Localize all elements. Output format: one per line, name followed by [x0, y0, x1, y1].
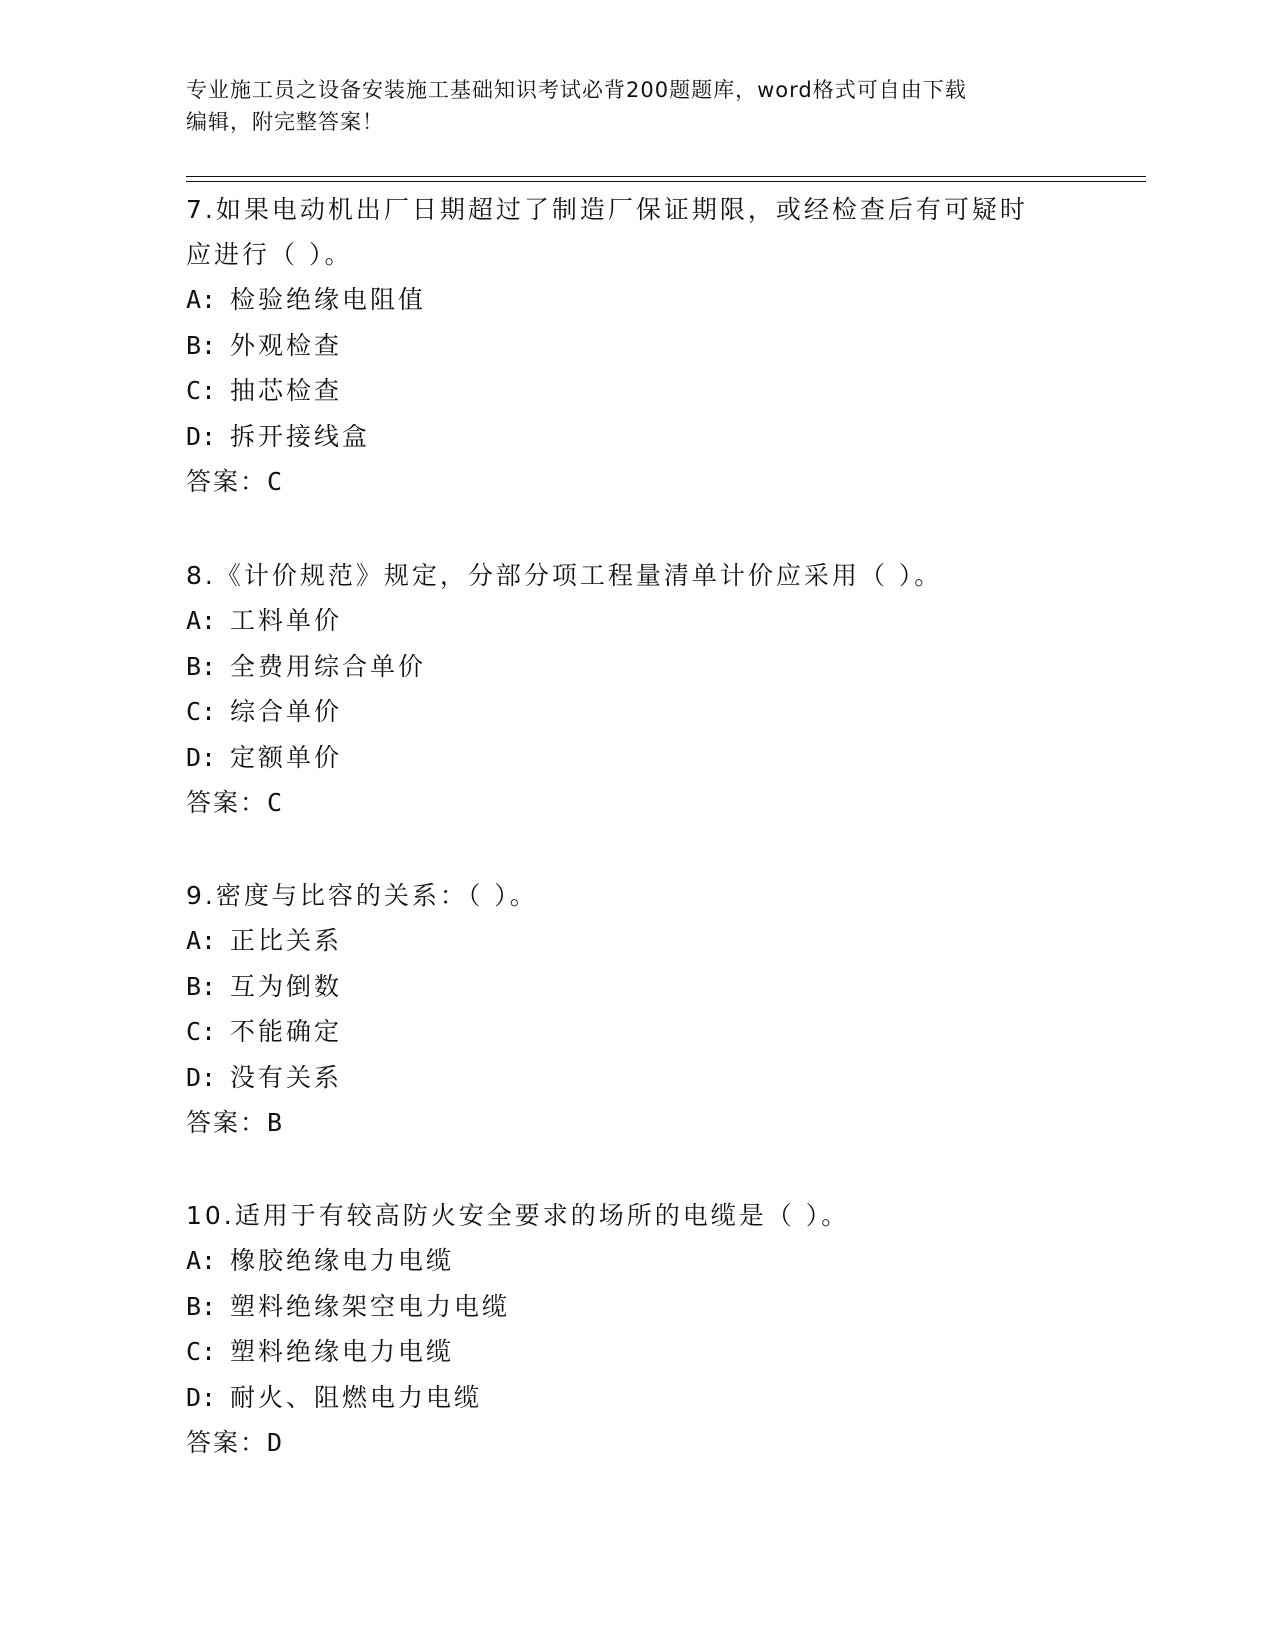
option-d	[186, 1375, 1106, 1421]
answer-label: 答案：	[186, 1108, 268, 1137]
option-a	[186, 1238, 1106, 1284]
option-d	[186, 1055, 1106, 1101]
question-stem-line: 7.如果电动机出厂日期超过了制造厂保证期限，或经检查后有可疑时	[186, 195, 1028, 224]
option-letter: D:	[186, 1382, 217, 1412]
answer-value: B	[267, 1108, 283, 1137]
header-line-2: 编辑，附完整答案！	[186, 110, 384, 134]
question-stem-line: 应进行（ ）。	[186, 240, 353, 269]
option-letter: B:	[186, 971, 217, 1001]
option-c	[186, 368, 1106, 414]
option-d	[186, 735, 1106, 781]
option-letter: D:	[186, 742, 217, 772]
option-letter: A:	[186, 285, 217, 314]
question-10	[186, 1193, 1106, 1466]
question-stem	[186, 873, 1106, 918]
question-stem-line: 9.密度与比容的关系：（ ）。	[186, 881, 538, 910]
option-text: 外观检查	[230, 330, 343, 360]
question-stem-line: 8.《计价规范》规定，分部分项工程量清单计价应采用（ ）。	[186, 561, 943, 590]
option-text: 耐火、阻燃电力电缆	[230, 1382, 483, 1412]
option-text: 抽芯检查	[230, 376, 343, 405]
option-text: 定额单价	[230, 742, 343, 772]
option-text: 橡胶绝缘电力电缆	[230, 1246, 455, 1275]
option-letter: A:	[186, 926, 217, 955]
option-a	[186, 598, 1106, 644]
option-text: 工料单价	[230, 606, 343, 635]
option-letter: C:	[186, 1017, 217, 1046]
option-text: 正比关系	[230, 926, 343, 955]
option-text: 没有关系	[230, 1062, 343, 1092]
option-letter: D:	[186, 1062, 217, 1092]
answer-label: 答案：	[186, 1428, 268, 1457]
header-divider-top	[186, 176, 1146, 177]
option-letter: C:	[186, 697, 217, 726]
answer-value: C	[267, 467, 283, 496]
option-text: 拆开接线盒	[230, 421, 371, 451]
question-9	[186, 873, 1106, 1146]
question-stem	[186, 553, 1106, 598]
answer-label: 答案：	[186, 788, 268, 817]
question-stem-line: 10.适用于有较高防火安全要求的场所的电缆是（ ）。	[186, 1201, 850, 1230]
question-stem	[186, 187, 1106, 277]
option-text: 互为倒数	[230, 971, 343, 1001]
option-letter: B:	[186, 330, 217, 360]
option-letter: B:	[186, 1291, 217, 1321]
option-a	[186, 277, 1106, 323]
option-list	[186, 598, 1106, 780]
header-divider-bottom	[186, 181, 1146, 182]
answer-value: C	[267, 788, 283, 817]
option-a	[186, 918, 1106, 964]
option-text: 不能确定	[230, 1017, 343, 1046]
option-text: 检验绝缘电阻值	[230, 285, 427, 314]
option-c	[186, 1329, 1106, 1375]
option-letter: A:	[186, 1246, 217, 1275]
answer-line	[186, 1420, 1106, 1466]
option-letter: C:	[186, 1337, 217, 1366]
option-text: 塑料绝缘架空电力电缆	[230, 1291, 511, 1321]
option-letter: B:	[186, 651, 217, 681]
option-c	[186, 1009, 1106, 1055]
option-text: 综合单价	[230, 697, 343, 726]
document-header	[186, 74, 1086, 138]
header-line-1: 专业施工员之设备安装施工基础知识考试必背200题题库，word格式可自由下载	[186, 78, 967, 102]
option-text: 塑料绝缘电力电缆	[230, 1337, 455, 1366]
option-letter: A:	[186, 606, 217, 635]
answer-line	[186, 459, 1106, 505]
option-text: 全费用综合单价	[230, 651, 427, 681]
option-d	[186, 414, 1106, 460]
option-letter: D:	[186, 421, 217, 451]
answer-value: D	[267, 1428, 283, 1457]
option-list	[186, 277, 1106, 459]
answer-line	[186, 780, 1106, 826]
question-7	[186, 187, 1106, 505]
answer-line	[186, 1100, 1106, 1146]
option-list	[186, 1238, 1106, 1420]
question-8	[186, 553, 1106, 826]
option-b	[186, 323, 1106, 369]
option-list	[186, 918, 1106, 1100]
answer-label: 答案：	[186, 467, 268, 496]
option-b	[186, 964, 1106, 1010]
option-b	[186, 644, 1106, 690]
option-b	[186, 1284, 1106, 1330]
question-stem	[186, 1193, 1106, 1238]
option-c	[186, 689, 1106, 735]
option-letter: C:	[186, 376, 217, 405]
